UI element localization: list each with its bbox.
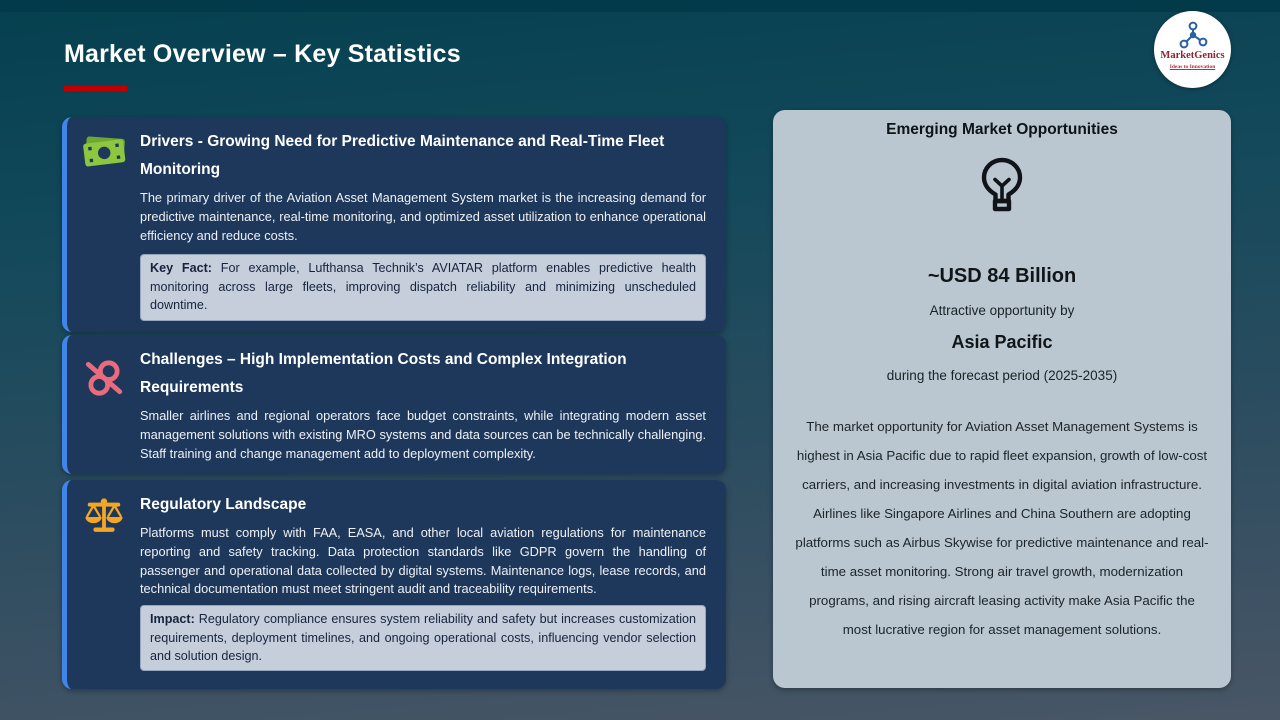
money-icon <box>81 132 127 175</box>
top-accent-bar <box>0 0 1280 12</box>
page-title: Market Overview – Key Statistics <box>64 40 461 68</box>
scales-icon <box>83 495 125 542</box>
key-fact-callout <box>140 254 706 320</box>
opportunity-value: ~USD 84 Billion <box>927 265 1077 287</box>
marketgenics-logo <box>1154 11 1231 88</box>
opportunity-period: during the forecast period (2025-2035) <box>886 368 1118 383</box>
molecule-icon <box>1176 20 1210 50</box>
logo-name: MarketGenics <box>1160 50 1225 61</box>
opportunity-description: The market opportunity for Aviation Asset Management Systems is highest in Asia Pacific due to rapid fleet expansion, growth of low-cost carriers, and increasing investments in digital aviation infrastructure. Airlines like Singapore Airlines and China Southern are adopting platforms such as Airbus Skywise for predictive maintenance and real-time asset monitoring. Strong air travel growth, modernization programs, and rising aircraft leasing activity make Asia Pacific the most lucrative region for asset management solutions. <box>795 419 1209 637</box>
regulatory-card-title: Regulatory Landscape <box>140 496 307 513</box>
impact-text: Regulatory compliance ensures system reliability and safety but increases customization requirements, deployment timelines, and ongoing operational costs, influencing vendor selection and solution design. <box>150 612 696 663</box>
drivers-card <box>62 117 726 332</box>
emerging-opportunities-panel <box>773 110 1231 688</box>
opportunity-subtitle: Attractive opportunity by <box>929 303 1075 318</box>
regulatory-card-body: Platforms must comply with FAA, EASA, and other local aviation regulations for maintenance reporting and safety tracking. Data protection standards like GDPR govern the handling of passenger and operational data collected by digital systems. Maintenance logs, lease records, and technical documentation must meet stringent audit and traceability requirements. <box>140 525 706 597</box>
drivers-card-body: The primary driver of the Aviation Asset Management System market is the increasing demand for predictive maintenance, real-time monitoring, and optimized asset utilization to enhance operational efficiency and reduce costs. <box>140 190 706 243</box>
panel-title: Emerging Market Opportunities <box>886 121 1118 138</box>
key-fact-label: Key Fact: <box>150 261 212 276</box>
opportunity-region: Asia Pacific <box>951 332 1053 352</box>
drivers-card-title: Drivers - Growing Need for Predictive Maintenance and Real-Time Fleet Monitoring <box>140 133 665 178</box>
key-fact-text: For example, Lufthansa Technik’s AVIATAR platform enables predictive health monitoring across large fleets, improving dispatch reliability and minimizing unscheduled downtime. <box>150 261 696 313</box>
broken-link-icon <box>83 357 125 404</box>
lightbulb-icon <box>977 156 1027 221</box>
challenges-card-body: Smaller airlines and regional operators face budget constraints, while integrating modern asset management solutions with existing MRO systems and data sources can be technically challenging. Staff training and change management add to deployment complexity. <box>140 408 706 461</box>
challenges-card-title: Challenges – High Implementation Costs and Complex Integration Requirements <box>140 351 627 396</box>
logo-tagline: Ideas to Innovation <box>1169 63 1216 70</box>
impact-callout <box>140 605 706 671</box>
challenges-card <box>62 335 726 474</box>
impact-label: Impact: <box>150 612 195 627</box>
title-underline <box>64 86 127 91</box>
regulatory-card <box>62 480 726 689</box>
